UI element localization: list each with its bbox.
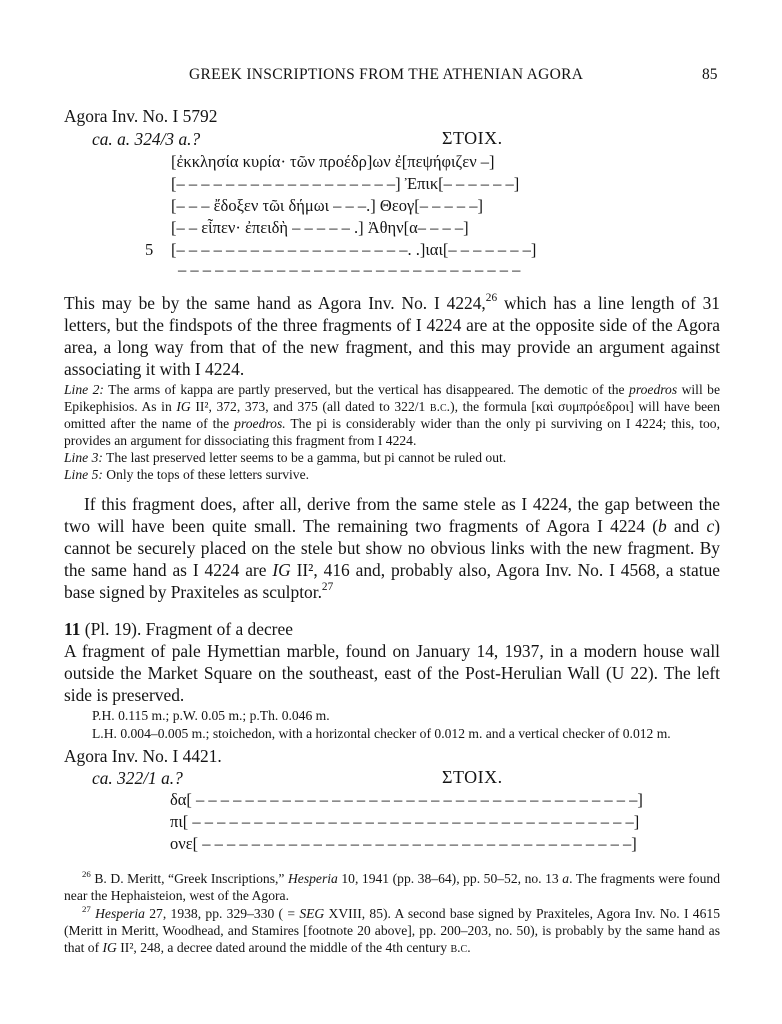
inscription-date-2: ca. 322/1 a.? — [92, 768, 183, 788]
commentary-paragraph-2: If this fragment does, after all, derive from the same stele as I 4224, the gap between the two will have been quite small. The remaining two fragments of Agora I 4224 (b and c) cannot be securely placed on the stele but show no obvious links with the new fragment. By the same hand as I 4224 are IG II², 416 and, probably also, Agora Inv. No. I 4568, a statue base signed by Praxiteles as sculptor.$^{27}$ — [64, 494, 720, 602]
inscription2-line-3: ονε[ – – – – – – – – – – – – – – – – – – – – – – – – – – – – – – – – – – –] — [170, 834, 637, 853]
letter-heights: L.H. 0.004–0.005 m.; stoichedon, with a horizontal checker of 0.012 m. and a vertical checker of 0.012 m. — [92, 726, 671, 741]
footnote-26: $^{26}$ B. D. Meritt, “Greek Inscriptions,” Hesperia 10, 1941 (pp. 38–64), pp. 50–52, no. 13 a. The fragments were found near the Hephaisteion, west of the Agora. — [64, 868, 720, 903]
note-line-2: Line 2: The arms of kappa are partly preserved, but the vertical has disappeared. The demotic of the proedros will be Epikephisios. As in IG II², 372, 373, and 375 (all dated to 322/1 b.c.), the formula [καὶ συμπρόεδροι] will have been omitted after the name of the proedros. The pi is considerably wider than the only pi surviving on I 4224; this, too, provides an argument for dissociating this fragment from I 4224. — [64, 382, 721, 448]
section-11-description: A fragment of pale Hymettian marble, found on January 14, 1937, in a modern house wall outside the Market Square on the southeast, east of the Post-Herulian Wall (U 22). The left side is preserved. — [64, 641, 720, 705]
inscription2-line-2: πι[ – – – – – – – – – – – – – – – – – – – – – – – – – – – – – – – – – – – –] — [170, 812, 640, 831]
inscription-line-3: [– – – ἔδοξεν τῶι δήμωι – – –.] Θεογ[– – – – –] — [171, 196, 484, 215]
stoichedon-label: ΣΤΟΙΧ. — [442, 128, 503, 148]
footnote-ref-26[interactable]: 26 — [485, 292, 498, 305]
inscription-lower-break: – – – – – – – – – – – – – – – – – – – – – – – – – – – – — [178, 260, 521, 279]
inscription-line-2: [– – – – – – – – – – – – – – – – – –] Ἐπικ[– – – – – –] — [171, 174, 520, 193]
note-line-3: Line 3: The last preserved letter seems to be a gamma, but pi cannot be ruled out. — [64, 450, 507, 465]
inscription-line-4: [– – εἶπεν· ἐπειδὴ – – – – – .] Ἀθην[α– – – –] — [171, 218, 469, 237]
inscription-date: ca. a. 324/3 a.? — [92, 129, 201, 149]
inscription-line-1: [ἐκκλησία κυρία· τῶν προέδρ]ων ἐ[πεψήφιζεν –] — [171, 152, 495, 171]
section-11-heading: 11 (Pl. 19). Fragment of a decree — [64, 619, 293, 639]
running-title: GREEK INSCRIPTIONS FROM THE ATHENIAN AGORA — [189, 66, 584, 83]
footnote-ref-27[interactable]: 27 — [321, 581, 334, 594]
inventory-number-2: Agora Inv. No. I 4421. — [64, 746, 222, 766]
inventory-number: Agora Inv. No. I 5792 — [64, 106, 218, 126]
inscription2-line-1: δα[ – – – – – – – – – – – – – – – – – – – – – – – – – – – – – – – – – – – –] — [170, 790, 643, 809]
commentary-paragraph-1: This may be by the same hand as Agora Inv. No. I 4224,26 which has a line length of 31 letters, but the findspots of the three fragments of I 4224 are at the opposite side of the Agora area, a long way from that of the new fragment, and this may provide an argument against associating it with I 4224. — [64, 292, 721, 379]
note-line-5: Line 5: Only the tops of these letters survive. — [64, 467, 310, 482]
footnote-27: $^{27}$ Hesperia 27, 1938, pp. 329–330 ( = SEG XVIII, 85). A second base signed by Praxiteles, Agora Inv. No. I 4615 (Meritt in Meritt, Woodhead, and Stamires [footnote 20 above], pp. 200–203, no. 50), is probably by the same hand as that of IG II², 248, a decree dated around the middle of the 4th century b.c. — [64, 903, 720, 955]
stoichedon-label-2: ΣΤΟΙΧ. — [442, 767, 503, 787]
page-number: 85 — [702, 66, 718, 83]
inscription-line-5: [– – – – – – – – – – – – – – – – – – –. .]ιαι[– – – – – – –] — [171, 240, 537, 259]
line-notes — [64, 381, 720, 483]
line-number-5: 5 — [145, 240, 154, 259]
measurements: P.H. 0.115 m.; p.W. 0.05 m.; p.Th. 0.046 m. — [92, 708, 330, 723]
